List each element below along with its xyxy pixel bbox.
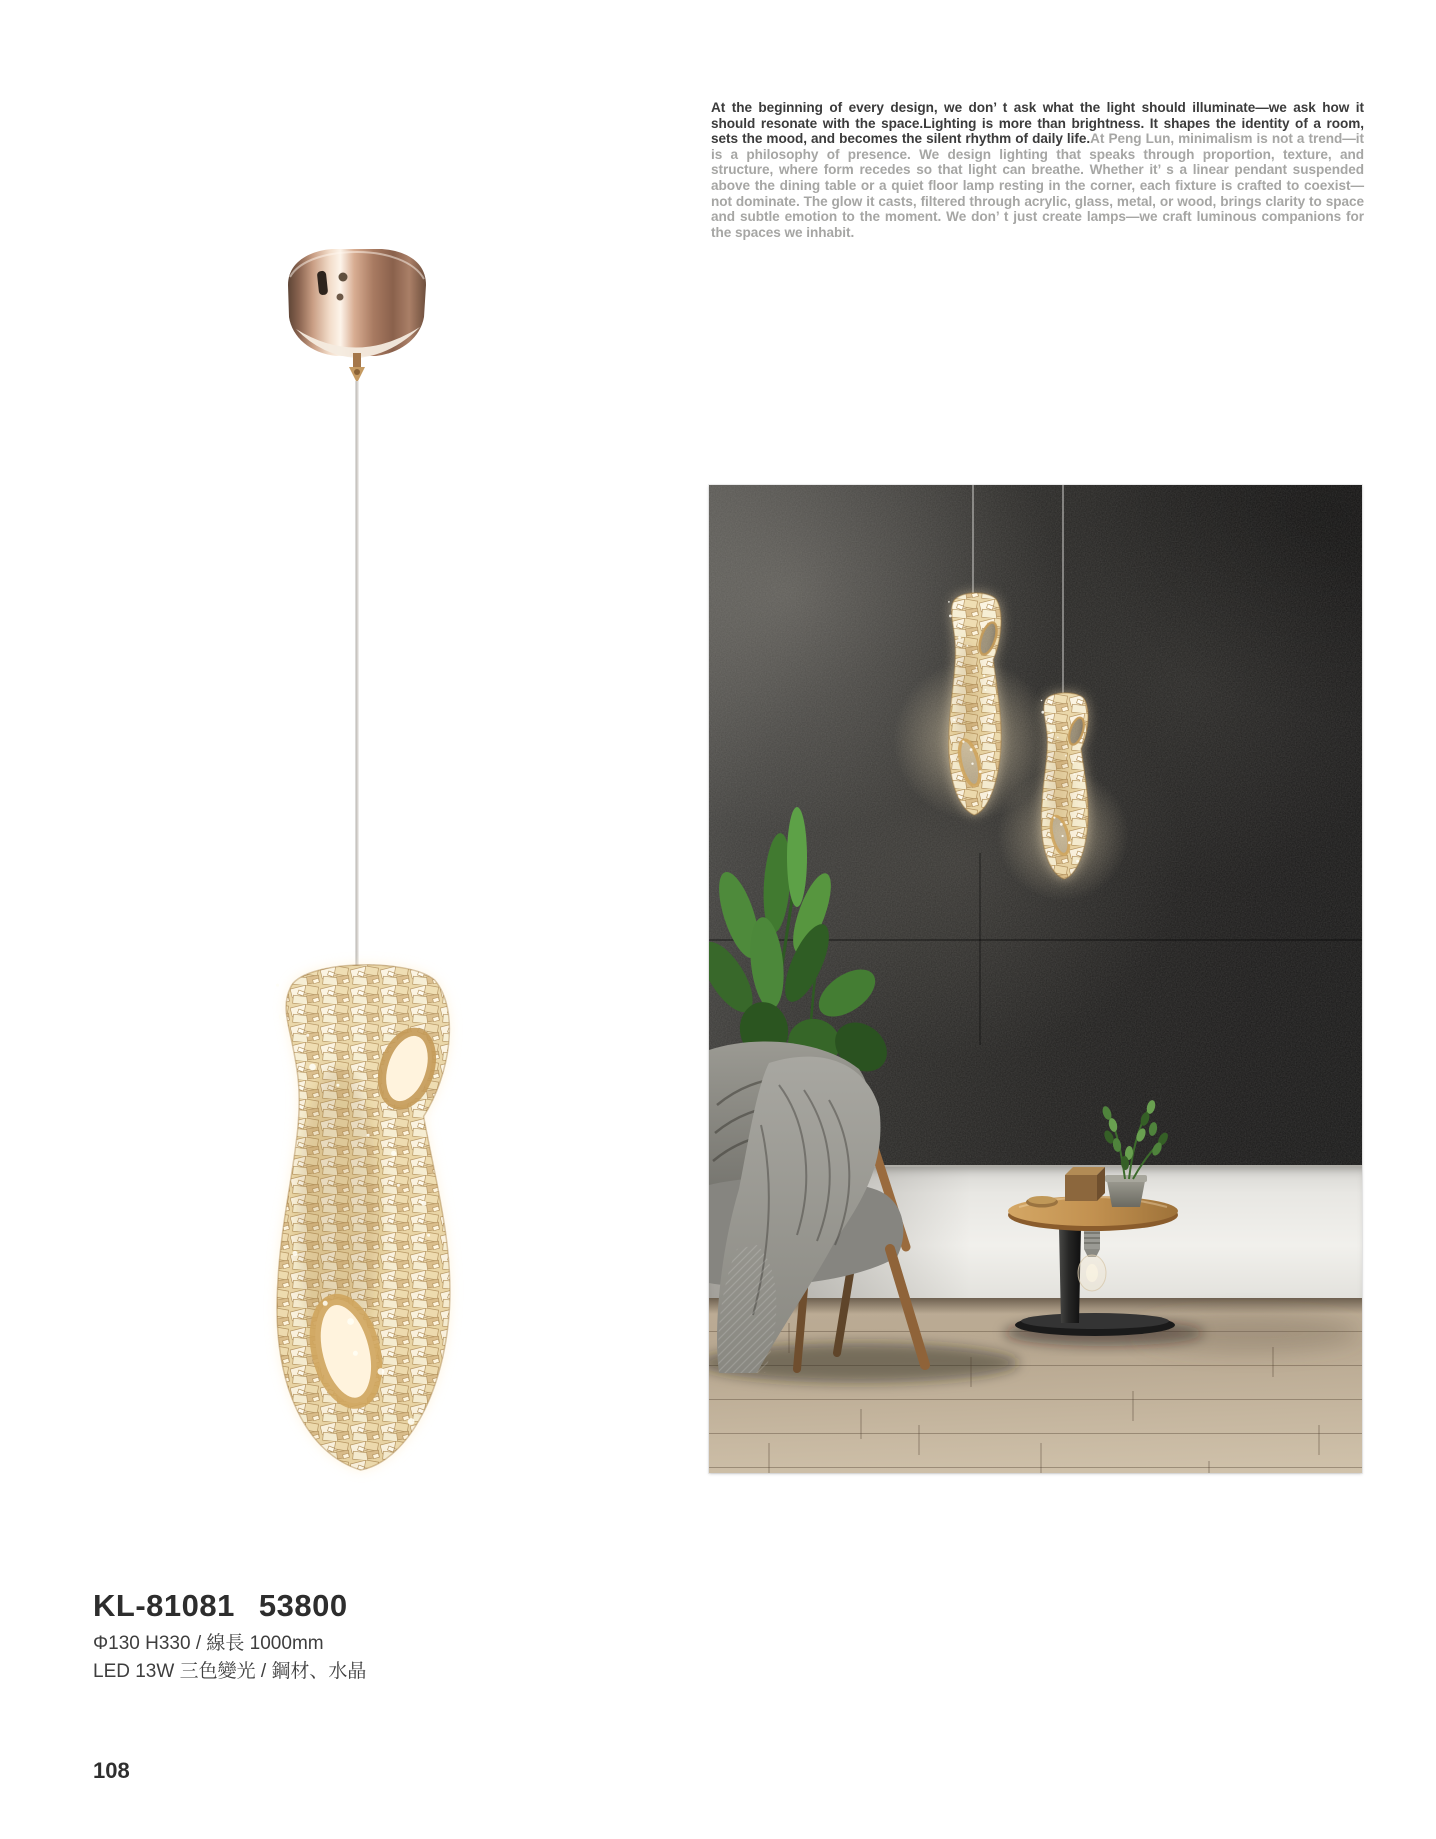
pendant-lamp-illustration	[230, 225, 490, 1485]
product-specs	[93, 1630, 366, 1685]
lifestyle-photo-interior	[709, 485, 1362, 1473]
intro-body-text: At Peng Lun, minimalism is not a trend—it is a philosophy of presence. We design lighting that speaks through proportion, texture, and structure, where form recedes so that light can breathe. Whether it’ s a linear pendant suspended above the dining table or a quiet floor lamp resting in the corner, each fixture is crafted to coexist—not dominate. The glow it casts, filtered through acrylic, glass, metal, or wood, brings clarity to space and subtle emotion to the moment. We don’ t just create lamps—we craft luminous companions for the spaces we inhabit.	[711, 131, 1364, 240]
intro-paragraph	[711, 100, 1364, 240]
product-code: 53800	[258, 1588, 348, 1623]
intro-highlight-text: At the beginning of every design, we don’ t ask what the light should illuminate—we ask how it should resonate with the space.Lighting is more than brightness. It shapes the identity of a room, sets the mood, and becomes the silent rhythm of daily life.	[711, 100, 1364, 147]
room-scene-illustration	[709, 485, 1362, 1473]
product-model: KL-81081	[93, 1588, 235, 1623]
spec-materials: LED 13W 三色變光 / 鋼材、水晶	[93, 1660, 367, 1682]
page-number: 108	[93, 1758, 130, 1783]
spec-dimensions: Φ130 H330 / 線長 1000mm	[93, 1633, 324, 1654]
product-code-line	[93, 1588, 348, 1624]
product-photo-pendant-lamp	[230, 225, 490, 1485]
